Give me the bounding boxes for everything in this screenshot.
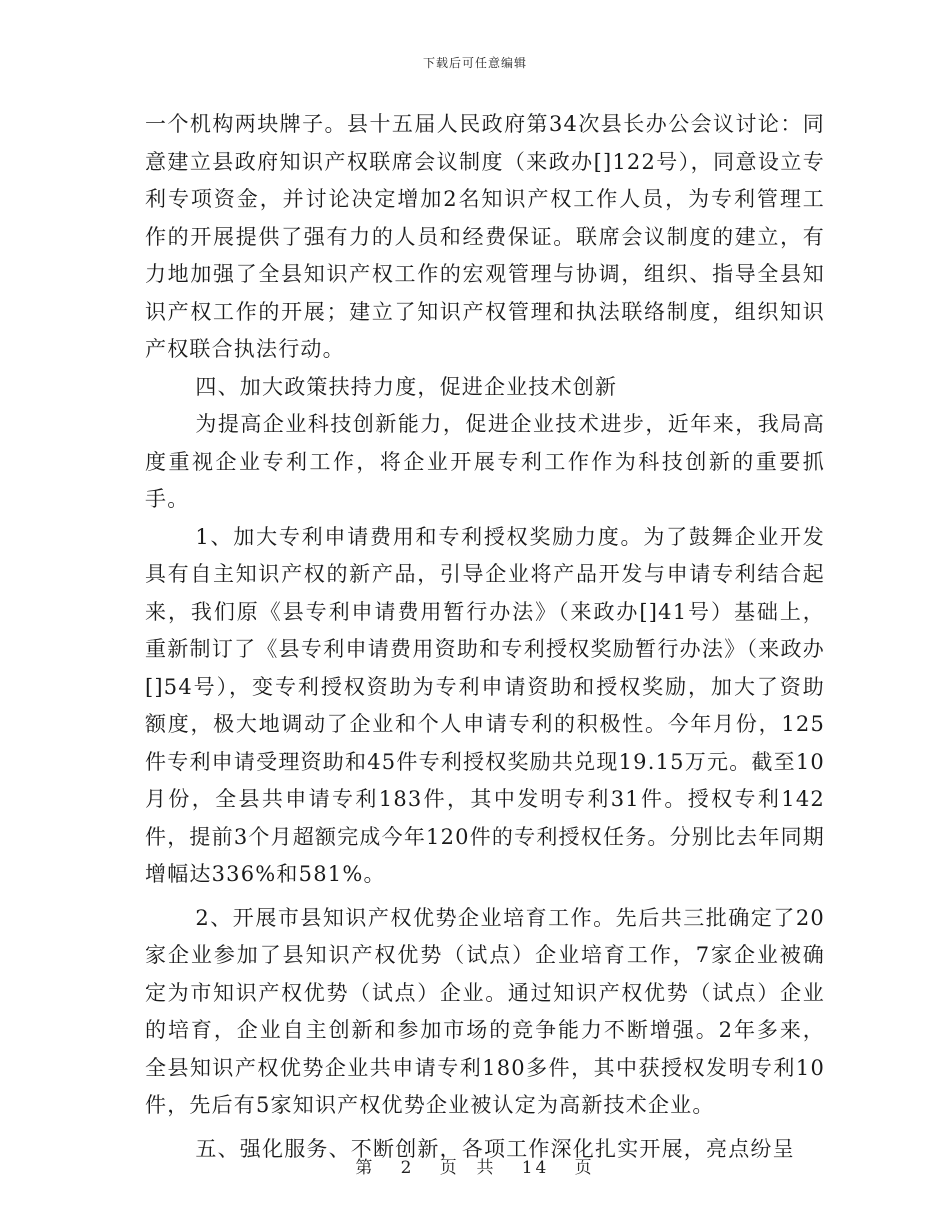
total-pages-number: 14 <box>521 1158 550 1178</box>
footer-prefix: 第 <box>355 1158 376 1178</box>
footer-middle: 页 共 <box>439 1158 497 1178</box>
paragraph-advantage-enterprises: 2、开展市县知识产权优势企业培育工作。先后共三批确定了20家企业参加了县知识产权优势（试点）企业培育工作，7家企业被确定为市知识产权优势（试点）企业。通过知识产权优势（试点）企业的培育，企业自主创新和参加市场的竞争能力不断增强。2年多来，全县知识产权优势企业共申请专利180多件，其中获授权发明专利10件，先后有5家知识产权优势企业被认定为高新技术企业。 <box>145 905 825 1117</box>
section-heading-policy: 四、加大政策扶持力度，促进企业技术创新 <box>195 374 618 399</box>
section-heading-service: 五、强化服务、不断创新，各项工作深化扎实开展，亮点纷呈 <box>195 1136 795 1161</box>
paragraph-institution: 一个机构两块牌子。县十五届人民政府第34次县长办公会议讨论：同意建立县政府知识产权联席会议制度（来政办[]122号），同意设立专利专项资金，并讨论决定增加2名知识产权工作人员，为专利管理工作的开展提供了强有力的人员和经费保证。联席会议制度的建立，有力地加强了全县知识产权工作的宏观管理与协调，组织、指导全县知识产权工作的开展；建立了知识产权管理和执法联络制度，组织知识产权联合执法行动。 <box>145 112 825 361</box>
paragraph-patent-funding: 1、加大专利申请费用和专利授权奖励力度。为了鼓舞企业开发具有自主知识产权的新产品，引导企业将产品开发与申请专利结合起来，我们原《县专利申请费用暂行办法》（来政办[]41号）基础上，重新制订了《县专利申请费用资助和专利授权奖励暂行办法》（来政办[]54号），变专利授权资助为专利申请资助和授权奖励，加大了资助额度，极大地调动了企业和个人申请专利的积极性。今年月份，125件专利申请受理资助和45件专利授权奖励共兑现19.15万元。截至10月份，全县共申请专利183件，其中发明专利31件。授权专利142件，提前3个月超额完成今年120件的专利授权任务。分别比去年同期增幅达336%和581%。 <box>145 524 825 886</box>
download-note: 下载后可任意编辑 <box>422 56 527 70</box>
paragraph-innovation: 为提高企业科技创新能力，促进企业技术进步，近年来，我局高度重视企业专利工作，将企业开展专利工作作为科技创新的重要抓手。 <box>145 412 825 511</box>
document-body <box>145 106 825 1168</box>
current-page-number: 2 <box>400 1158 415 1178</box>
footer-suffix: 页 <box>574 1158 595 1178</box>
page-footer <box>0 1153 950 1178</box>
